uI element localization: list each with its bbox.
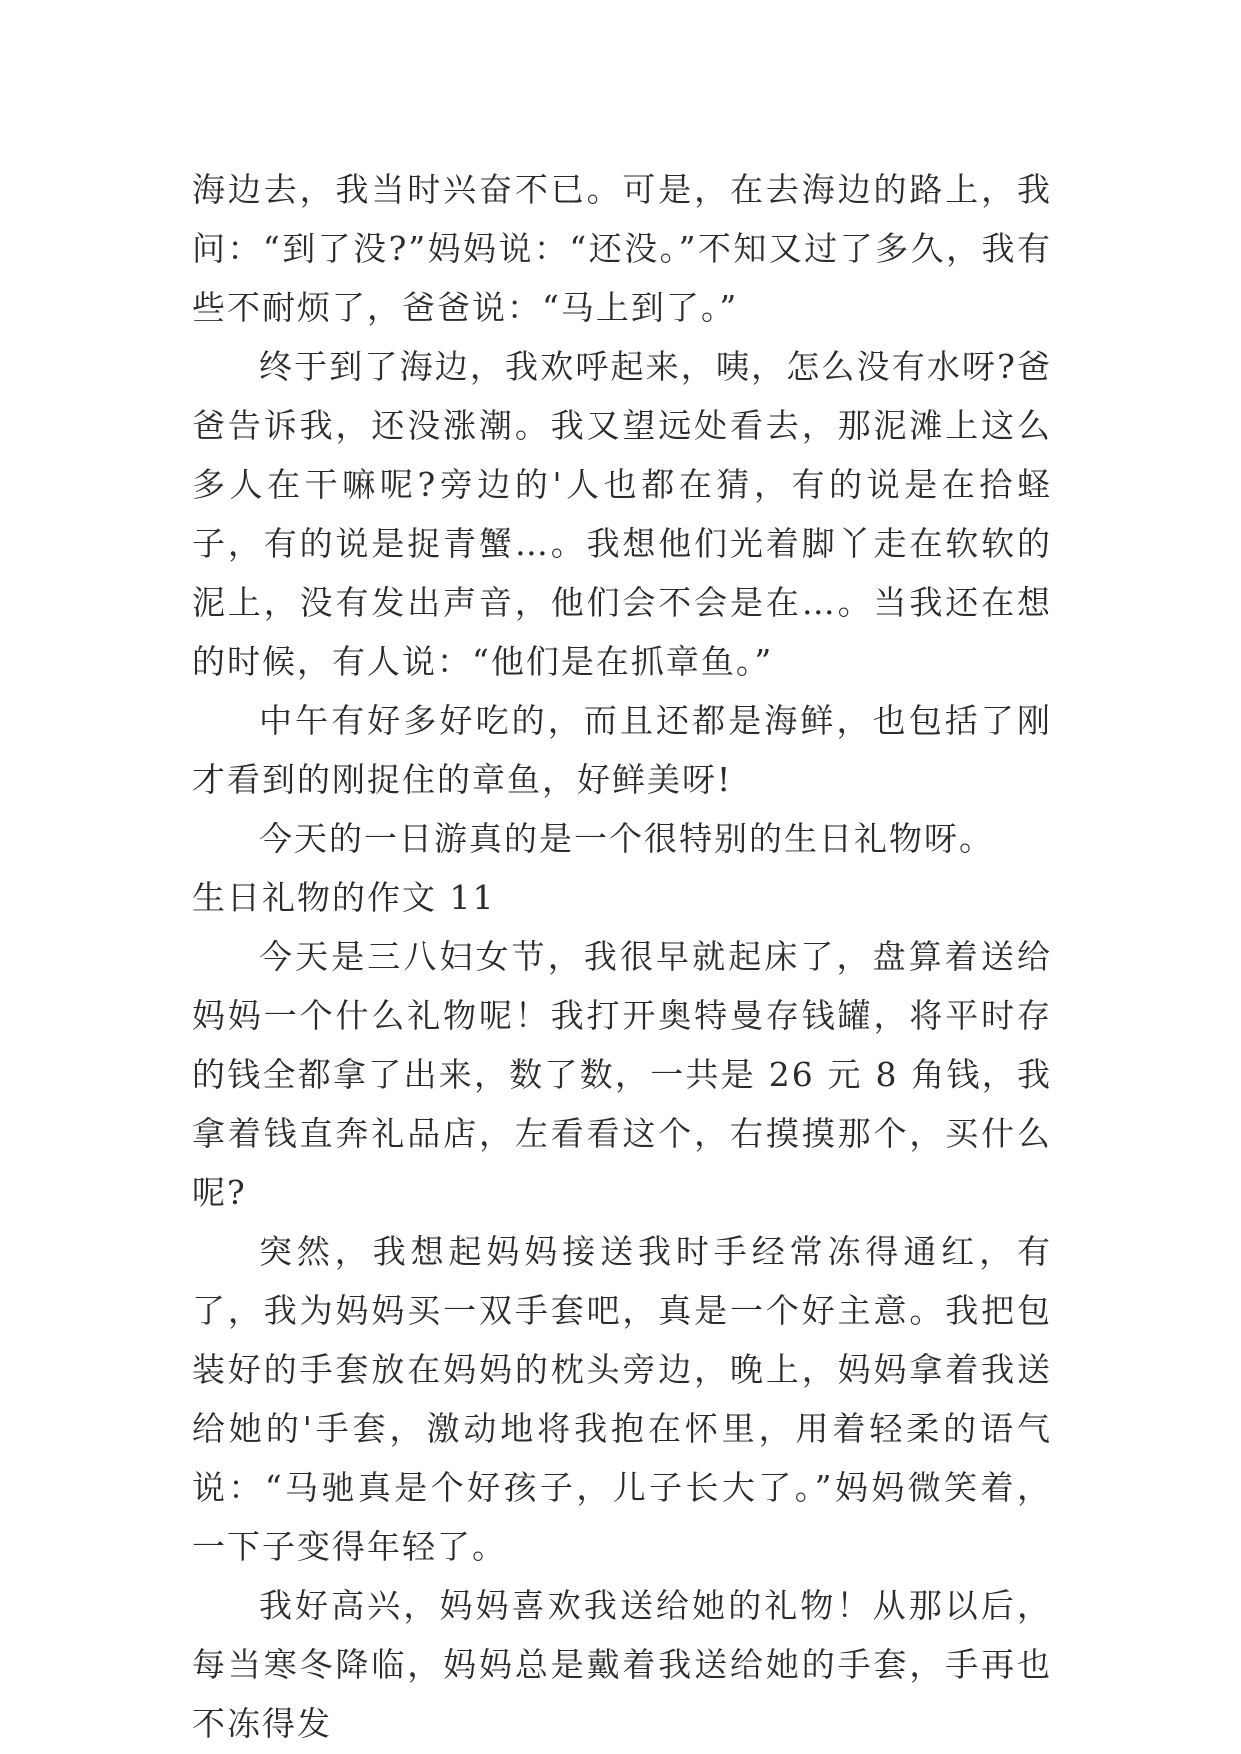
paragraph-2: 终于到了海边，我欢呼起来，咦，怎么没有水呀?爸爸告诉我，还没涨潮。我又望远处看去，那泥滩上这么多人在干嘛呢?旁边的'人也都在猜，有的说是在拾蛏子，有的说是捉青蟹…。我想他们光着脚丫走在软软的泥上，没有发出声音，他们会不会是在…。当我还在想的时候，有人说：“他们是在抓章鱼。” xyxy=(192,347,1052,681)
paragraph-5: 今天是三八妇女节，我很早就起床了，盘算着送给妈妈一个什么礼物呢！我打开奥特曼存钱罐，将平时存的钱全都拿了出来，数了数，一共是 26 元 8 角钱，我拿着钱直奔礼品店，左看看这个，右摸摸那个，买什么呢? xyxy=(192,937,1052,1212)
paragraph-6: 突然，我想起妈妈接送我时手经常冻得通红，有了，我为妈妈买一双手套吧，真是一个好主意。我把包装好的手套放在妈妈的枕头旁边，晚上，妈妈拿着我送给她的'手套，激动地将我抱在怀里，用着轻柔的语气说：“马驰真是个好孩子，儿子长大了。”妈妈微笑着，一下子变得年轻了。 xyxy=(192,1232,1052,1566)
paragraph-7: 我好高兴，妈妈喜欢我送给她的礼物！从那以后，每当寒冬降临，妈妈总是戴着我送给她的手套，手再也不冻得发 xyxy=(192,1586,1052,1743)
paragraph-4: 今天的一日游真的是一个很特别的生日礼物呀。 xyxy=(259,819,994,858)
document-body xyxy=(192,160,1052,1753)
paragraph-1: 海边去，我当时兴奋不已。可是，在去海边的路上，我问：“到了没?”妈妈说：“还没。”不知又过了多久，我有些不耐烦了，爸爸说：“马上到了。” xyxy=(192,170,1052,327)
paragraph-3: 中午有好多好吃的，而且还都是海鲜，也包括了刚才看到的刚捉住的章鱼，好鲜美呀! xyxy=(192,701,1052,799)
section-heading: 生日礼物的作文 11 xyxy=(192,878,496,917)
